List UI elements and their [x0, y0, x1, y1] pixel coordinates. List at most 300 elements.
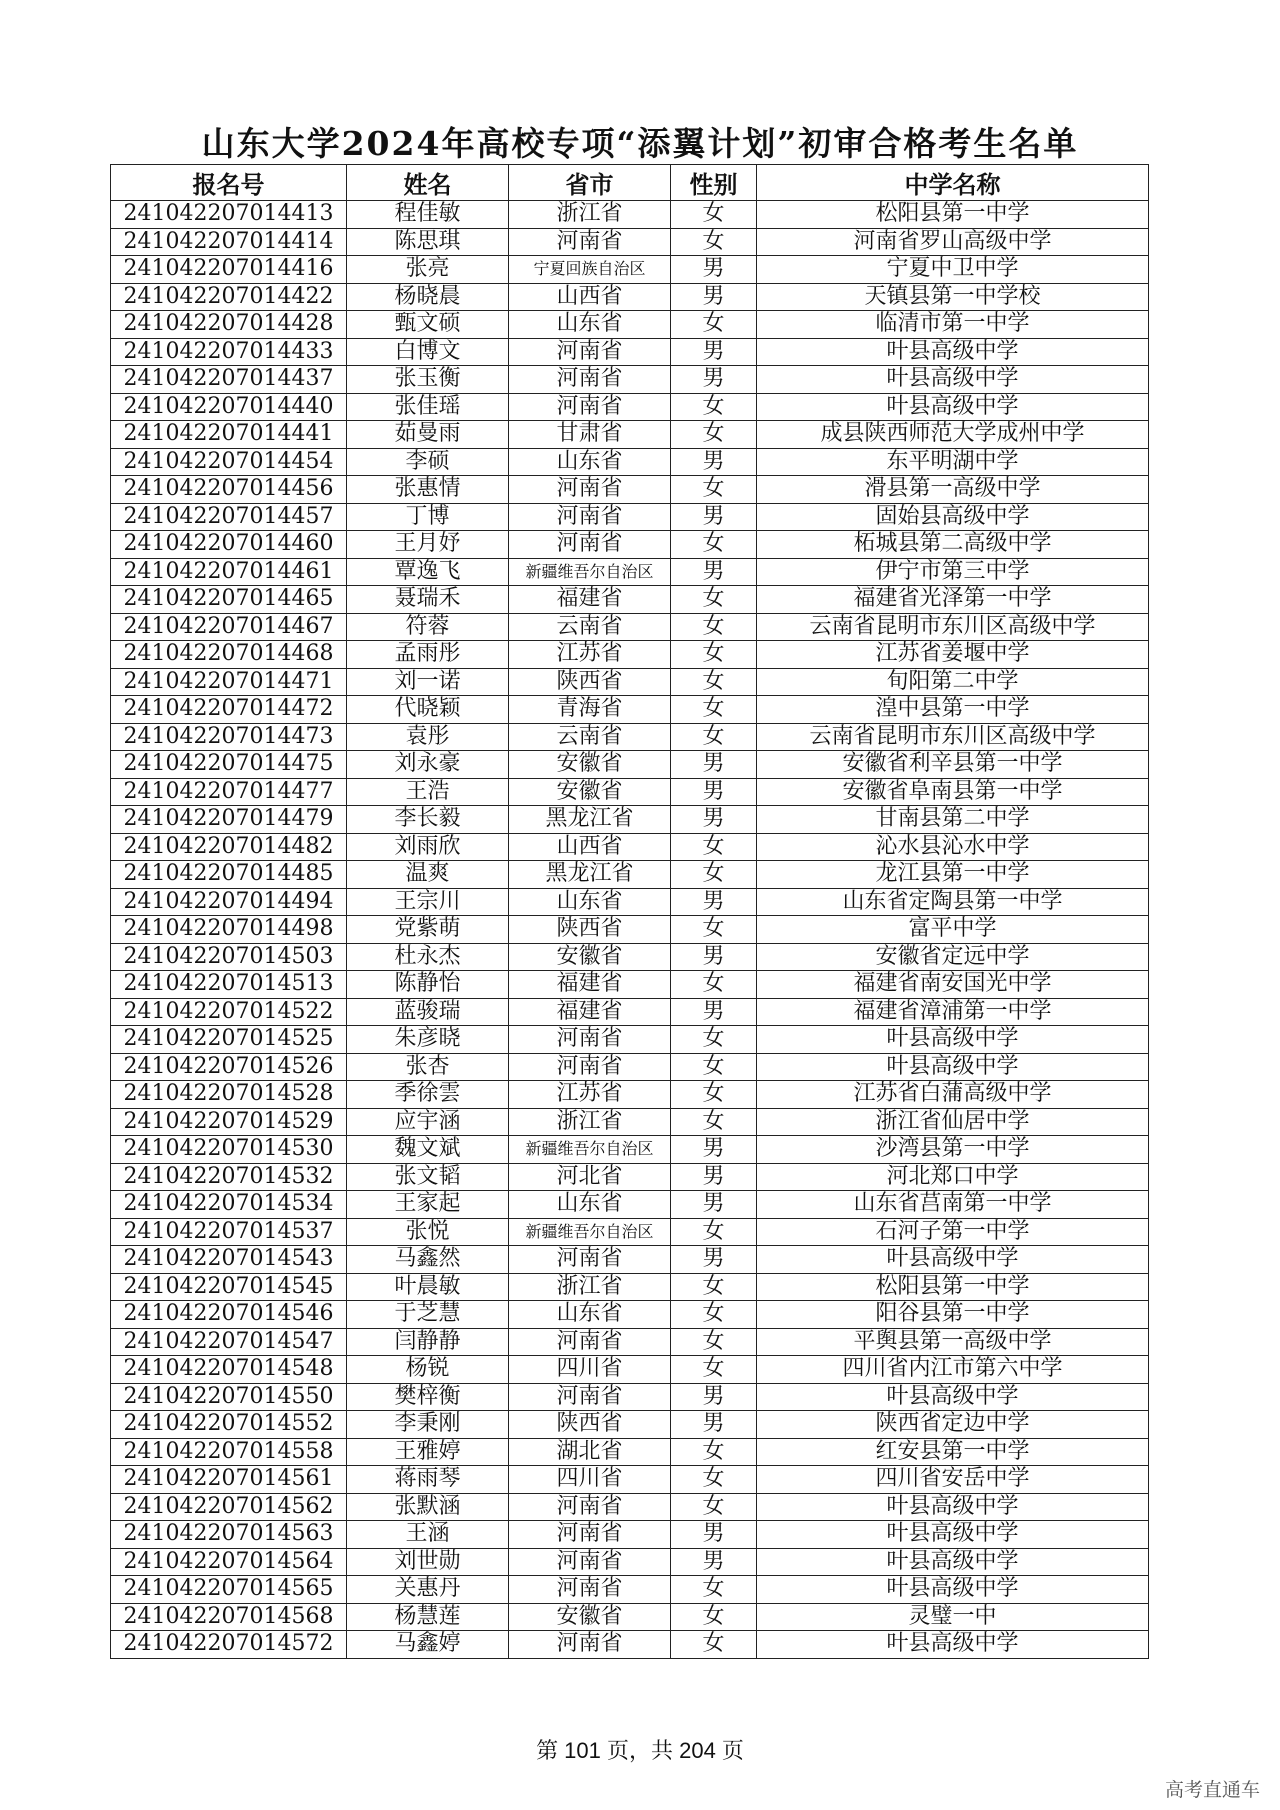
cell-school: 浙江省仙居中学 [757, 1108, 1149, 1136]
table-row [111, 586, 1149, 614]
cell-name: 蓝骏瑞 [347, 998, 509, 1026]
cell-school: 平舆县第一高级中学 [757, 1328, 1149, 1356]
cell-id: 241042207014477 [111, 778, 347, 806]
cell-gender: 男 [671, 1521, 757, 1549]
cell-name: 于芝慧 [347, 1301, 509, 1329]
cell-id: 241042207014525 [111, 1026, 347, 1054]
cell-name: 杨慧莲 [347, 1603, 509, 1631]
table-row [111, 421, 1149, 449]
cell-gender: 男 [671, 366, 757, 394]
table-row [111, 1493, 1149, 1521]
cell-gender: 女 [671, 1053, 757, 1081]
cell-name: 聂瑞禾 [347, 586, 509, 614]
cell-school: 叶县高级中学 [757, 1383, 1149, 1411]
cell-name: 张亮 [347, 256, 509, 284]
cell-province: 河南省 [509, 338, 671, 366]
table-row [111, 971, 1149, 999]
watermark: 高考直通车 [1164, 1779, 1260, 1801]
cell-school: 叶县高级中学 [757, 1053, 1149, 1081]
cell-name: 王宗川 [347, 888, 509, 916]
cell-gender: 女 [671, 833, 757, 861]
cell-province: 云南省 [509, 723, 671, 751]
cell-school: 东平明湖中学 [757, 448, 1149, 476]
cell-name: 白博文 [347, 338, 509, 366]
table-row [111, 696, 1149, 724]
cell-province: 四川省 [509, 1466, 671, 1494]
cell-name: 张杏 [347, 1053, 509, 1081]
cell-school: 山东省定陶县第一中学 [757, 888, 1149, 916]
cell-id: 241042207014471 [111, 668, 347, 696]
cell-id: 241042207014572 [111, 1631, 347, 1659]
cell-name: 马鑫然 [347, 1246, 509, 1274]
cell-school: 安徽省定远中学 [757, 943, 1149, 971]
table-row [111, 1411, 1149, 1439]
cell-id: 241042207014558 [111, 1438, 347, 1466]
table-row [111, 503, 1149, 531]
cell-gender: 女 [671, 971, 757, 999]
cell-id: 241042207014416 [111, 256, 347, 284]
cell-name: 覃逸飞 [347, 558, 509, 586]
cell-name: 陈静怡 [347, 971, 509, 999]
cell-gender: 男 [671, 888, 757, 916]
cell-name: 刘雨欣 [347, 833, 509, 861]
table-row [111, 366, 1149, 394]
cell-gender: 女 [671, 311, 757, 339]
table-row [111, 613, 1149, 641]
cell-gender: 男 [671, 751, 757, 779]
cell-name: 王浩 [347, 778, 509, 806]
cell-province: 甘肃省 [509, 421, 671, 449]
cell-province: 河南省 [509, 1493, 671, 1521]
cell-id: 241042207014479 [111, 806, 347, 834]
table-row [111, 1301, 1149, 1329]
cell-school: 天镇县第一中学校 [757, 283, 1149, 311]
cell-id: 241042207014454 [111, 448, 347, 476]
cell-province: 河北省 [509, 1163, 671, 1191]
cell-gender: 女 [671, 531, 757, 559]
cell-province: 浙江省 [509, 201, 671, 229]
table-row [111, 1631, 1149, 1659]
cell-province: 浙江省 [509, 1273, 671, 1301]
cell-name: 张默涵 [347, 1493, 509, 1521]
cell-id: 241042207014564 [111, 1548, 347, 1576]
cell-school: 安徽省利辛县第一中学 [757, 751, 1149, 779]
cell-id: 241042207014413 [111, 201, 347, 229]
cell-province: 山东省 [509, 1301, 671, 1329]
cell-province: 河南省 [509, 366, 671, 394]
cell-gender: 女 [671, 613, 757, 641]
cell-school: 叶县高级中学 [757, 1493, 1149, 1521]
cell-school: 云南省昆明市东川区高级中学 [757, 613, 1149, 641]
cell-province: 河南省 [509, 1246, 671, 1274]
cell-province: 黑龙江省 [509, 806, 671, 834]
cell-name: 刘一诺 [347, 668, 509, 696]
cell-province: 江苏省 [509, 641, 671, 669]
cell-gender: 男 [671, 503, 757, 531]
table-row [111, 1273, 1149, 1301]
cell-school: 松阳县第一中学 [757, 201, 1149, 229]
cell-province: 福建省 [509, 586, 671, 614]
cell-province: 河南省 [509, 1053, 671, 1081]
cell-gender: 女 [671, 1301, 757, 1329]
cell-gender: 女 [671, 476, 757, 504]
table-row [111, 888, 1149, 916]
cell-province: 陕西省 [509, 916, 671, 944]
table-row [111, 476, 1149, 504]
table-row [111, 1053, 1149, 1081]
cell-name: 代晓颖 [347, 696, 509, 724]
cell-name: 杨晓晨 [347, 283, 509, 311]
cell-school: 红安县第一中学 [757, 1438, 1149, 1466]
table-row [111, 1026, 1149, 1054]
cell-name: 应宇涵 [347, 1108, 509, 1136]
cell-school: 柘城县第二高级中学 [757, 531, 1149, 559]
cell-id: 241042207014482 [111, 833, 347, 861]
cell-province: 河南省 [509, 1576, 671, 1604]
cell-gender: 女 [671, 1081, 757, 1109]
cell-school: 灵璧一中 [757, 1603, 1149, 1631]
table-row [111, 1163, 1149, 1191]
table-row [111, 1328, 1149, 1356]
cell-school: 叶县高级中学 [757, 338, 1149, 366]
cell-gender: 女 [671, 1273, 757, 1301]
cell-province: 河南省 [509, 531, 671, 559]
table-row [111, 861, 1149, 889]
cell-school: 临清市第一中学 [757, 311, 1149, 339]
cell-name: 李硕 [347, 448, 509, 476]
cell-school: 福建省南安国光中学 [757, 971, 1149, 999]
cell-province: 江苏省 [509, 1081, 671, 1109]
cell-gender: 女 [671, 1603, 757, 1631]
table-row [111, 806, 1149, 834]
cell-province: 山西省 [509, 283, 671, 311]
cell-name: 李长毅 [347, 806, 509, 834]
table-row [111, 1246, 1149, 1274]
cell-name: 王家起 [347, 1191, 509, 1219]
cell-gender: 女 [671, 1631, 757, 1659]
cell-gender: 男 [671, 1548, 757, 1576]
cell-name: 张玉衡 [347, 366, 509, 394]
cell-school: 固始县高级中学 [757, 503, 1149, 531]
cell-id: 241042207014475 [111, 751, 347, 779]
cell-gender: 女 [671, 586, 757, 614]
cell-id: 241042207014503 [111, 943, 347, 971]
table-row [111, 201, 1149, 229]
cell-school: 江苏省白蒲高级中学 [757, 1081, 1149, 1109]
cell-name: 丁博 [347, 503, 509, 531]
cell-id: 241042207014562 [111, 1493, 347, 1521]
cell-school: 甘南县第二中学 [757, 806, 1149, 834]
cell-province: 福建省 [509, 998, 671, 1026]
table-row [111, 531, 1149, 559]
cell-school: 叶县高级中学 [757, 1631, 1149, 1659]
cell-gender: 男 [671, 998, 757, 1026]
cell-name: 王雅婷 [347, 1438, 509, 1466]
cell-name: 陈思琪 [347, 228, 509, 256]
cell-province: 湖北省 [509, 1438, 671, 1466]
cell-gender: 女 [671, 861, 757, 889]
cell-province: 山西省 [509, 833, 671, 861]
cell-province: 河南省 [509, 1383, 671, 1411]
cell-id: 241042207014530 [111, 1136, 347, 1164]
page-title: 山东大学2024年高校专项“添翼计划”初审合格考生名单 [201, 124, 1079, 163]
cell-gender: 男 [671, 558, 757, 586]
cell-gender: 男 [671, 1191, 757, 1219]
cell-school: 伊宁市第三中学 [757, 558, 1149, 586]
cell-name: 程佳敏 [347, 201, 509, 229]
cell-gender: 女 [671, 228, 757, 256]
cell-province: 山东省 [509, 448, 671, 476]
cell-province: 河南省 [509, 1328, 671, 1356]
cell-id: 241042207014473 [111, 723, 347, 751]
cell-gender: 女 [671, 421, 757, 449]
cell-id: 241042207014534 [111, 1191, 347, 1219]
cell-gender: 男 [671, 1136, 757, 1164]
cell-id: 241042207014494 [111, 888, 347, 916]
cell-gender: 女 [671, 1218, 757, 1246]
cell-name: 王涵 [347, 1521, 509, 1549]
cell-name: 李秉刚 [347, 1411, 509, 1439]
cell-gender: 男 [671, 1246, 757, 1274]
cell-name: 刘永豪 [347, 751, 509, 779]
cell-province: 福建省 [509, 971, 671, 999]
table-row [111, 1548, 1149, 1576]
cell-gender: 女 [671, 1493, 757, 1521]
cell-province: 黑龙江省 [509, 861, 671, 889]
cell-province: 新疆维吾尔自治区 [509, 1136, 671, 1164]
cell-id: 241042207014543 [111, 1246, 347, 1274]
cell-province: 安徽省 [509, 778, 671, 806]
cell-name: 温爽 [347, 861, 509, 889]
cell-name: 叶晨敏 [347, 1273, 509, 1301]
cell-school: 叶县高级中学 [757, 1548, 1149, 1576]
cell-gender: 男 [671, 283, 757, 311]
cell-school: 安徽省阜南县第一中学 [757, 778, 1149, 806]
cell-id: 241042207014522 [111, 998, 347, 1026]
table-row [111, 1356, 1149, 1384]
cell-province: 河南省 [509, 228, 671, 256]
cell-name: 张惠情 [347, 476, 509, 504]
table-row [111, 998, 1149, 1026]
cell-gender: 女 [671, 393, 757, 421]
table-row [111, 228, 1149, 256]
cell-school: 福建省光泽第一中学 [757, 586, 1149, 614]
cell-gender: 男 [671, 1411, 757, 1439]
cell-gender: 女 [671, 1026, 757, 1054]
cell-id: 241042207014545 [111, 1273, 347, 1301]
cell-name: 关惠丹 [347, 1576, 509, 1604]
cell-province: 山东省 [509, 888, 671, 916]
cell-gender: 男 [671, 448, 757, 476]
table-row [111, 833, 1149, 861]
cell-province: 河南省 [509, 476, 671, 504]
cell-name: 张悦 [347, 1218, 509, 1246]
cell-id: 241042207014468 [111, 641, 347, 669]
cell-id: 241042207014461 [111, 558, 347, 586]
page-footer: 第 101 页，共 204 页 [536, 1738, 744, 1763]
cell-id: 241042207014433 [111, 338, 347, 366]
cell-province: 安徽省 [509, 1603, 671, 1631]
cell-gender: 女 [671, 916, 757, 944]
cell-province: 河南省 [509, 393, 671, 421]
cell-name: 季徐雲 [347, 1081, 509, 1109]
cell-id: 241042207014467 [111, 613, 347, 641]
cell-province: 青海省 [509, 696, 671, 724]
cell-school: 龙江县第一中学 [757, 861, 1149, 889]
cell-province: 浙江省 [509, 1108, 671, 1136]
cell-name: 马鑫婷 [347, 1631, 509, 1659]
cell-name: 张佳瑶 [347, 393, 509, 421]
cell-gender: 女 [671, 1328, 757, 1356]
cell-school: 松阳县第一中学 [757, 1273, 1149, 1301]
cell-id: 241042207014552 [111, 1411, 347, 1439]
cell-id: 241042207014563 [111, 1521, 347, 1549]
cell-gender: 女 [671, 1356, 757, 1384]
cell-id: 241042207014532 [111, 1163, 347, 1191]
cell-school: 四川省内江市第六中学 [757, 1356, 1149, 1384]
cell-name: 樊梓衡 [347, 1383, 509, 1411]
cell-school: 富平中学 [757, 916, 1149, 944]
cell-province: 新疆维吾尔自治区 [509, 1218, 671, 1246]
table-row [111, 723, 1149, 751]
table-row [111, 1218, 1149, 1246]
cell-school: 山东省莒南第一中学 [757, 1191, 1149, 1219]
table-row [111, 338, 1149, 366]
cell-id: 241042207014548 [111, 1356, 347, 1384]
table-row [111, 1191, 1149, 1219]
cell-gender: 女 [671, 641, 757, 669]
cell-id: 241042207014456 [111, 476, 347, 504]
cell-id: 241042207014513 [111, 971, 347, 999]
cell-id: 241042207014437 [111, 366, 347, 394]
cell-school: 叶县高级中学 [757, 1521, 1149, 1549]
cell-name: 王月妤 [347, 531, 509, 559]
header-school: 中学名称 [757, 165, 1149, 201]
cell-province: 河南省 [509, 1026, 671, 1054]
cell-id: 241042207014485 [111, 861, 347, 889]
cell-province: 河南省 [509, 1631, 671, 1659]
table-row [111, 1136, 1149, 1164]
cell-id: 241042207014529 [111, 1108, 347, 1136]
cell-gender: 男 [671, 943, 757, 971]
table-row [111, 916, 1149, 944]
cell-name: 甄文硕 [347, 311, 509, 339]
table-row [111, 778, 1149, 806]
cell-school: 宁夏中卫中学 [757, 256, 1149, 284]
cell-id: 241042207014565 [111, 1576, 347, 1604]
cell-school: 叶县高级中学 [757, 393, 1149, 421]
table-header-row [111, 165, 1149, 201]
table-row [111, 448, 1149, 476]
table-row [111, 558, 1149, 586]
cell-school: 叶县高级中学 [757, 366, 1149, 394]
cell-id: 241042207014498 [111, 916, 347, 944]
table-row [111, 668, 1149, 696]
cell-id: 241042207014472 [111, 696, 347, 724]
cell-province: 河南省 [509, 1548, 671, 1576]
cell-province: 安徽省 [509, 751, 671, 779]
cell-school: 湟中县第一中学 [757, 696, 1149, 724]
cell-province: 河南省 [509, 503, 671, 531]
cell-id: 241042207014537 [111, 1218, 347, 1246]
cell-school: 叶县高级中学 [757, 1026, 1149, 1054]
table-row [111, 1081, 1149, 1109]
cell-gender: 女 [671, 696, 757, 724]
table-body [111, 201, 1149, 1659]
header-name: 姓名 [347, 165, 509, 201]
table-row [111, 256, 1149, 284]
cell-name: 杜永杰 [347, 943, 509, 971]
cell-name: 党紫萌 [347, 916, 509, 944]
table-row [111, 1521, 1149, 1549]
cell-school: 旬阳第二中学 [757, 668, 1149, 696]
cell-school: 云南省昆明市东川区高级中学 [757, 723, 1149, 751]
table-row [111, 393, 1149, 421]
table-row [111, 1108, 1149, 1136]
cell-gender: 女 [671, 1108, 757, 1136]
cell-id: 241042207014526 [111, 1053, 347, 1081]
cell-id: 241042207014457 [111, 503, 347, 531]
cell-gender: 女 [671, 723, 757, 751]
cell-school: 滑县第一高级中学 [757, 476, 1149, 504]
cell-gender: 女 [671, 1466, 757, 1494]
cell-gender: 女 [671, 201, 757, 229]
cell-id: 241042207014550 [111, 1383, 347, 1411]
cell-school: 叶县高级中学 [757, 1246, 1149, 1274]
table-row [111, 641, 1149, 669]
header-gender: 性别 [671, 165, 757, 201]
table-row [111, 1576, 1149, 1604]
cell-gender: 男 [671, 338, 757, 366]
table-row [111, 283, 1149, 311]
cell-gender: 男 [671, 1383, 757, 1411]
table-row [111, 1383, 1149, 1411]
table-row [111, 943, 1149, 971]
header-province: 省市 [509, 165, 671, 201]
cell-gender: 男 [671, 256, 757, 284]
cell-school: 福建省漳浦第一中学 [757, 998, 1149, 1026]
cell-id: 241042207014568 [111, 1603, 347, 1631]
table-row [111, 1466, 1149, 1494]
cell-school: 河北郑口中学 [757, 1163, 1149, 1191]
cell-name: 孟雨彤 [347, 641, 509, 669]
cell-gender: 女 [671, 1576, 757, 1604]
cell-province: 山东省 [509, 311, 671, 339]
cell-school: 河南省罗山高级中学 [757, 228, 1149, 256]
cell-school: 沁水县沁水中学 [757, 833, 1149, 861]
cell-province: 四川省 [509, 1356, 671, 1384]
cell-id: 241042207014428 [111, 311, 347, 339]
cell-school: 沙湾县第一中学 [757, 1136, 1149, 1164]
table-row [111, 311, 1149, 339]
table-row [111, 1603, 1149, 1631]
cell-school: 四川省安岳中学 [757, 1466, 1149, 1494]
cell-school: 阳谷县第一中学 [757, 1301, 1149, 1329]
cell-province: 新疆维吾尔自治区 [509, 558, 671, 586]
cell-id: 241042207014465 [111, 586, 347, 614]
table-row [111, 751, 1149, 779]
candidate-table [110, 164, 1149, 1659]
cell-school: 叶县高级中学 [757, 1576, 1149, 1604]
cell-name: 闫静静 [347, 1328, 509, 1356]
cell-name: 魏文斌 [347, 1136, 509, 1164]
cell-id: 241042207014460 [111, 531, 347, 559]
cell-province: 河南省 [509, 1521, 671, 1549]
cell-id: 241042207014547 [111, 1328, 347, 1356]
cell-id: 241042207014422 [111, 283, 347, 311]
cell-name: 杨锐 [347, 1356, 509, 1384]
cell-gender: 女 [671, 1438, 757, 1466]
